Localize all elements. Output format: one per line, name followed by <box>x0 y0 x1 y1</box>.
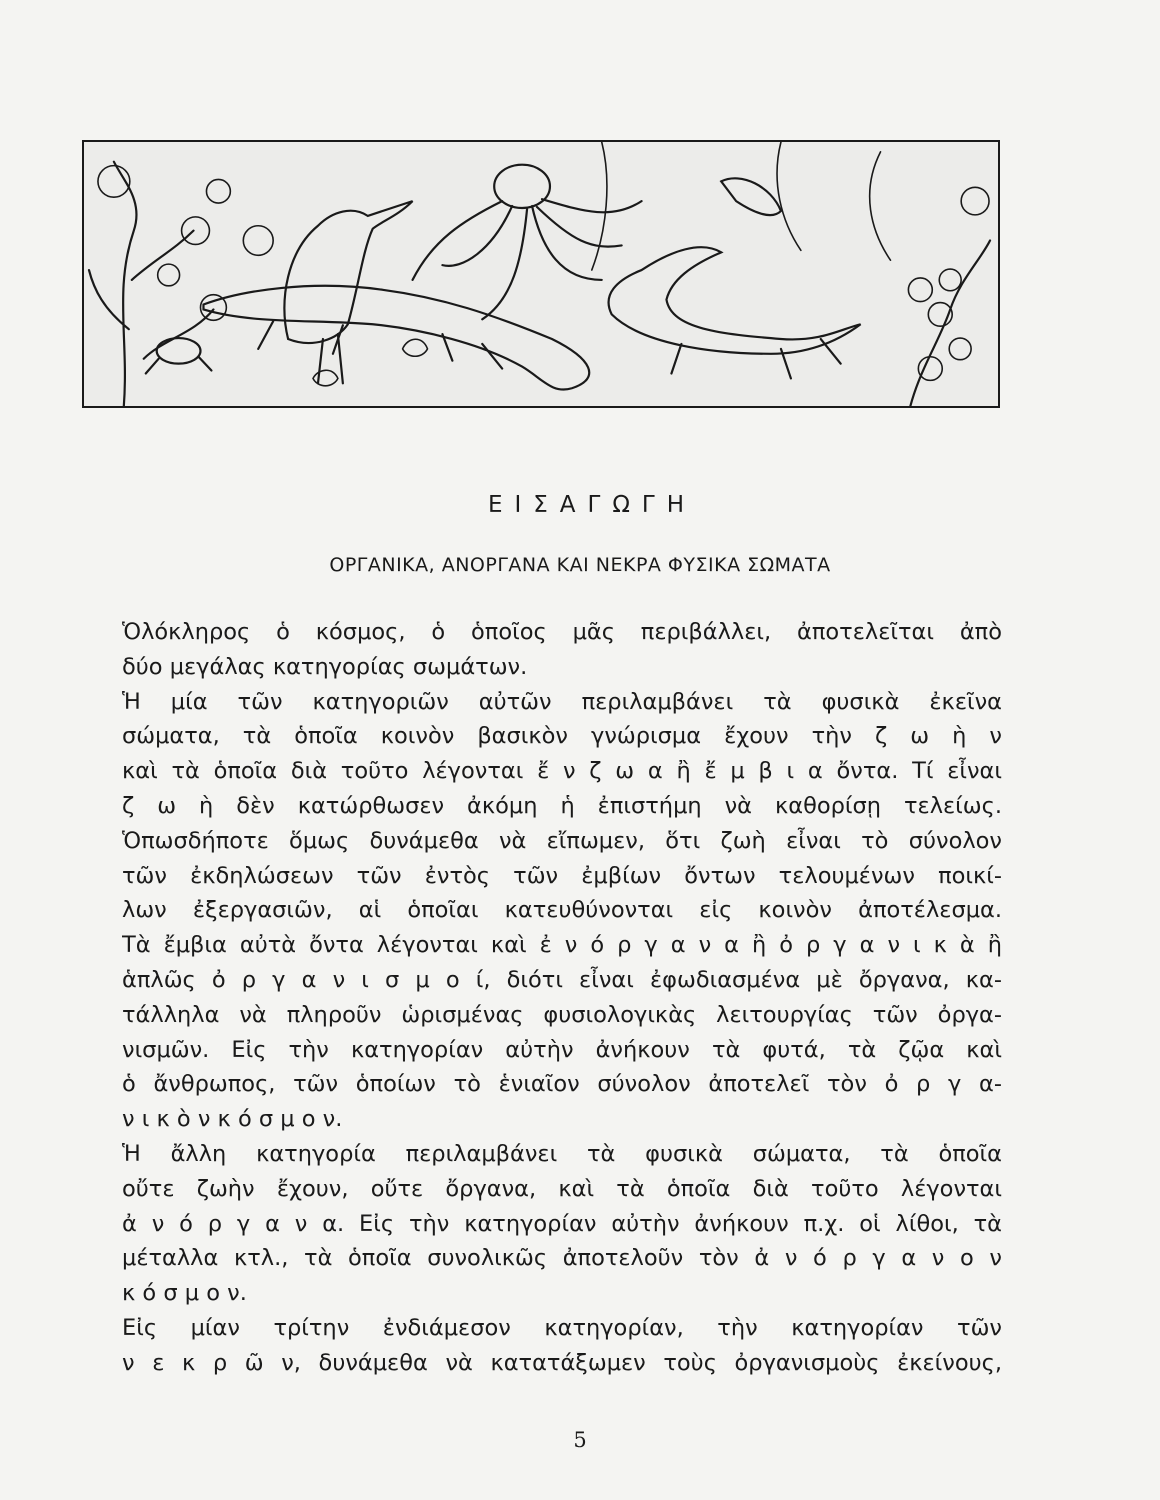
text-line: καὶ τὰ ὁποῖα διὰ τοῦτο λέγονται ἔ ν ζ ω α ἢ ἔ μ β ι α ὄντα. Τί εἶναι <box>122 758 1002 785</box>
section-title: ΟΡΓΑΝΙΚΑ, ΑΝΟΡΓΑΝΑ ΚΑΙ ΝΕΚΡΑ ΦΥΣΙΚΑ ΣΩΜΑΤΑ <box>329 554 831 576</box>
text-line: ὁ ἄνθρωπος, τῶν ὁποίων τὸ ἑνιαῖον σύνολον ἀποτελεῖ τὸν ὀ ρ γ α- <box>122 1071 1002 1098</box>
text-line: κ ό σ μ ο ν. <box>122 1280 247 1307</box>
text-line: ἀ ν ό ρ γ α ν α. Εἰς τὴν κατηγορίαν αὐτὴν ἀνήκουν π.χ. οἱ λίθοι, τὰ <box>122 1210 1002 1237</box>
text-line: δύο μεγάλας κατηγορίας σωμάτων. <box>122 653 528 680</box>
text-line: τῶν ἐκδηλώσεων τῶν ἐντὸς τῶν ἐμβίων ὄντων τελουμένων ποικί- <box>122 862 1002 889</box>
body-text <box>122 615 1002 1381</box>
page-number: 5 <box>573 1428 587 1452</box>
decorative-illustration <box>82 140 1000 408</box>
text-line: Ἡ ἄλλη κατηγορία περιλαμβάνει τὰ φυσικὰ σώματα, τὰ ὁποῖα <box>122 1140 1002 1167</box>
text-line: Ὁπωσδήποτε ὅμως δυνάμεθα νὰ εἴπωμεν, ὅτι ζωὴ εἶναι τὸ σύνολον <box>122 827 1002 854</box>
text-line: Ἡ μία τῶν κατηγοριῶν αὐτῶν περιλαμβάνει τὰ φυσικὰ ἐκεῖνα <box>122 688 1002 715</box>
text-line: λων ἐξεργασιῶν, αἱ ὁποῖαι κατευθύνονται εἰς κοινὸν ἀποτέλεσμα. <box>122 897 1002 924</box>
text-line: νισμῶν. Εἰς τὴν κατηγορίαν αὐτὴν ἀνήκουν τὰ φυτά, τὰ ζῷα καὶ <box>122 1036 1002 1063</box>
text-line: ζ ω ὴ δὲν κατώρθωσεν ἀκόμη ἡ ἐπιστήμη νὰ καθορίσῃ τελείως. <box>122 792 1002 819</box>
text-line: ἁπλῶς ὀ ρ γ α ν ι σ μ ο ί, διότι εἶναι ἐφωδιασμένα μὲ ὄργανα, κα- <box>122 966 1002 993</box>
text-line: οὔτε ζωὴν ἔχουν, οὔτε ὄργανα, καὶ τὰ ὁποῖα διὰ τοῦτο λέγονται <box>122 1175 1002 1202</box>
text-line: μέταλλα κτλ., τὰ ὁποῖα συνολικῶς ἀποτελοῦν τὸν ἀ ν ό ρ γ α ν ο ν <box>122 1245 1002 1272</box>
text-line: Τὰ ἔμβια αὐτὰ ὄντα λέγονται καὶ ἐ ν ό ρ γ α ν α ἢ ὀ ρ γ α ν ι κ ὰ ἢ <box>122 932 1002 959</box>
page-title: ΕΙΣΑΓΩΓΗ <box>487 492 697 518</box>
nature-engraving <box>84 142 998 406</box>
text-line: σώματα, τὰ ὁποῖα κοινὸν βασικὸν γνώρισμα ἔχουν τὴν ζ ω ὴ ν <box>122 723 1002 750</box>
text-line: ν ι κ ὸ ν κ ό σ μ ο ν. <box>122 1106 343 1133</box>
text-line: τάλληλα νὰ πληροῦν ὡρισμένας φυσιολογικὰς λειτουργίας τῶν ὀργα- <box>122 1001 1002 1028</box>
text-line: Εἰς μίαν τρίτην ἐνδιάμεσον κατηγορίαν, τὴν κατηγορίαν τῶν <box>122 1314 1002 1341</box>
text-line: ν ε κ ρ ῶ ν, δυνάμεθα νὰ κατατάξωμεν τοὺς ὀργανισμοὺς ἐκείνους, <box>122 1349 1002 1376</box>
text-line: Ὁλόκληρος ὁ κόσμος, ὁ ὁποῖος μᾶς περιβάλλει, ἀποτελεῖται ἀπὸ <box>122 619 1002 645</box>
